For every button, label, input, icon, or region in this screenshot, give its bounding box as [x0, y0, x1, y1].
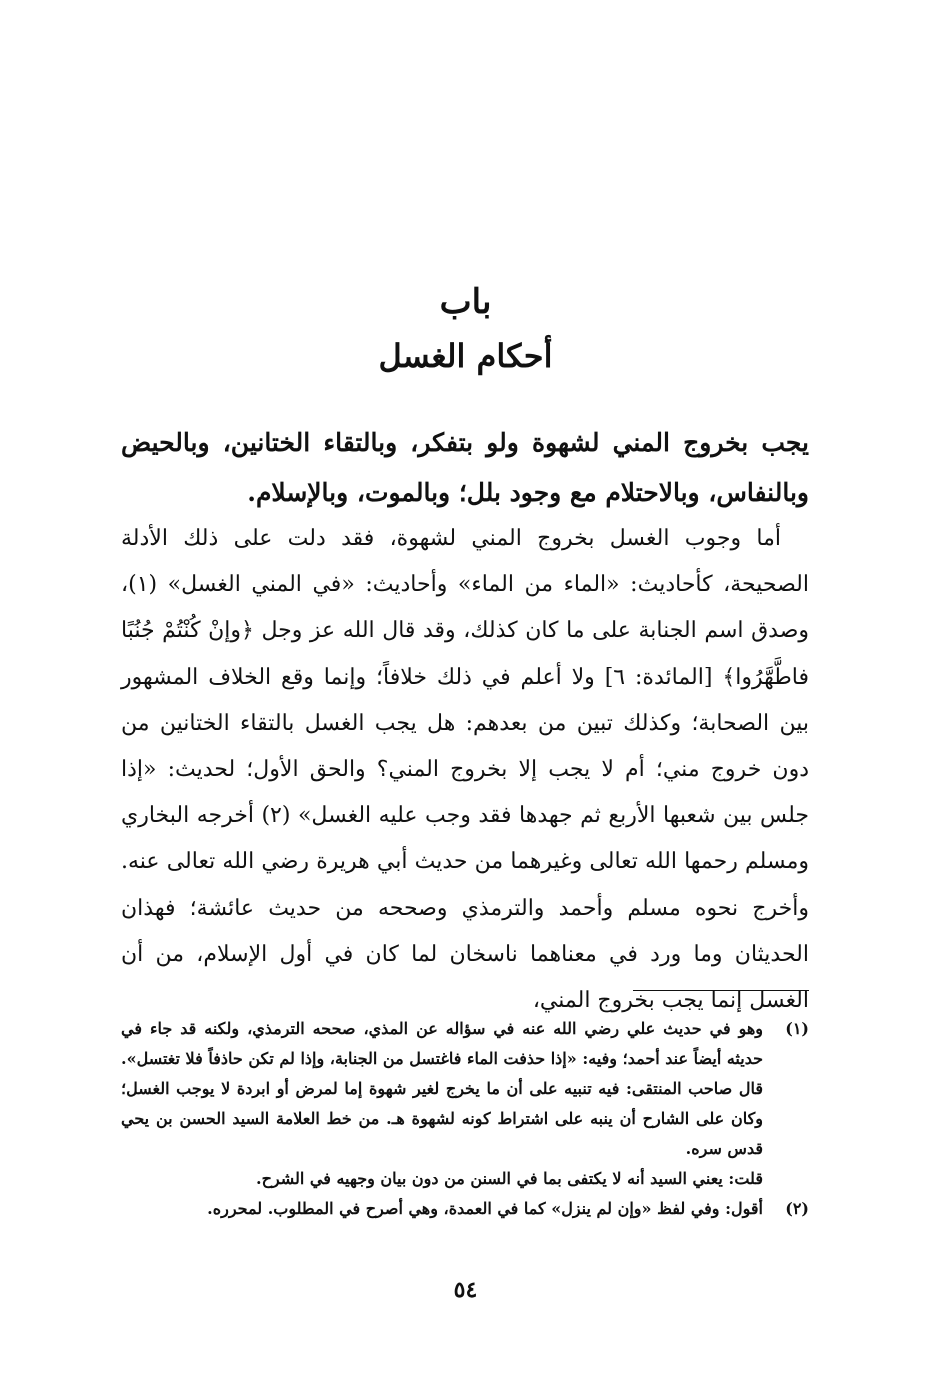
page-number: ٥٤ [453, 1277, 478, 1303]
chapter-label: باب [439, 282, 492, 322]
footnote-extra: قلت: يعني السيد أنه لا يكتفى بما في السنن من دون بيان وجهيه في الشرح. [256, 1169, 763, 1188]
footnote-number: (٢) [785, 1199, 809, 1218]
commentary-body: أما وجوب الغسل بخروج المني لشهوة، فقد دلت على ذلك الأدلة الصحيحة، كأحاديث: «الماء من الماء» وأحاديث: «في المني الغسل» (١)، وصدق اسم الجنابة على ما كان كذلك، وقد قال الله عز وجل ﴿وإنْ كُنْتُمْ جُنُبًا فاطَّهَّرُوا﴾ [المائدة: ٦] ولا أعلم في ذلك خلافاً؛ وإنما وقع الخلاف المشهور بين الصحابة؛ وكذلك تبين من بعدهم: هل يجب الغسل بالتقاء الختانين من دون خروج مني؛ أم لا يجب إلا بخروج المني؟ والحق الأول؛ لحديث: «إذا جلس بين شعبها الأربع ثم جهدها فقد وجب عليه الغسل» (٢) أخرجه البخاري ومسلم رحمها الله تعالى وغيرهما من حديث أبي هريرة رضي الله تعالى عنه. وأخرج نحوه مسلم وأحمد والترمذي وصححه من حديث عائشة؛ فهذان الحديثان وما ورد في معناهما ناسخان لما كان في أول الإسلام، من أن الغسل إنما يجب بخروج المني، [121, 526, 809, 1014]
footnote [121, 1014, 809, 1194]
footnote-text: أقول: وفي لفظ «وإن لم ينزل» كما في العمدة، وهي أصرح في المطلوب. لمحرره. [207, 1199, 763, 1218]
commentary-text [121, 516, 809, 1024]
footnote-text: وهو في حديث علي رضي الله عنه في سؤاله عن المذي، صححه الترمذي، ولكنه قد جاء في حديثه أيضاً عند أحمد؛ وفيه: «إذا حذفت الماء فاغتسل من الجنابة، وإذا لم تكن حاذفاً فلا تغتسل». قال صاحب المنتقى: فيه تنبيه على أن ما يخرج لغير شهوة إما لمرض أو ابردة لا يوجب الغسل؛ وكان على الشارح أن ينبه على اشتراط كونه لشهوة هـ. من خط العلامة السيد الحسن بن يحي قدس سره. [121, 1019, 763, 1158]
footnote [121, 1194, 809, 1224]
matn-text: يجب بخروج المني لشهوة ولو بتفكر، وبالتقاء الختانين، وبالحيض وبالنفاس، وبالاحتلام مع وجود بلل؛ وبالموت، وبالإسلام. [121, 428, 809, 507]
footnotes [121, 1014, 809, 1224]
chapter-title: أحكام الغسل [378, 337, 553, 375]
footnote-number: (١) [785, 1019, 809, 1038]
footnote-separator [633, 990, 809, 991]
